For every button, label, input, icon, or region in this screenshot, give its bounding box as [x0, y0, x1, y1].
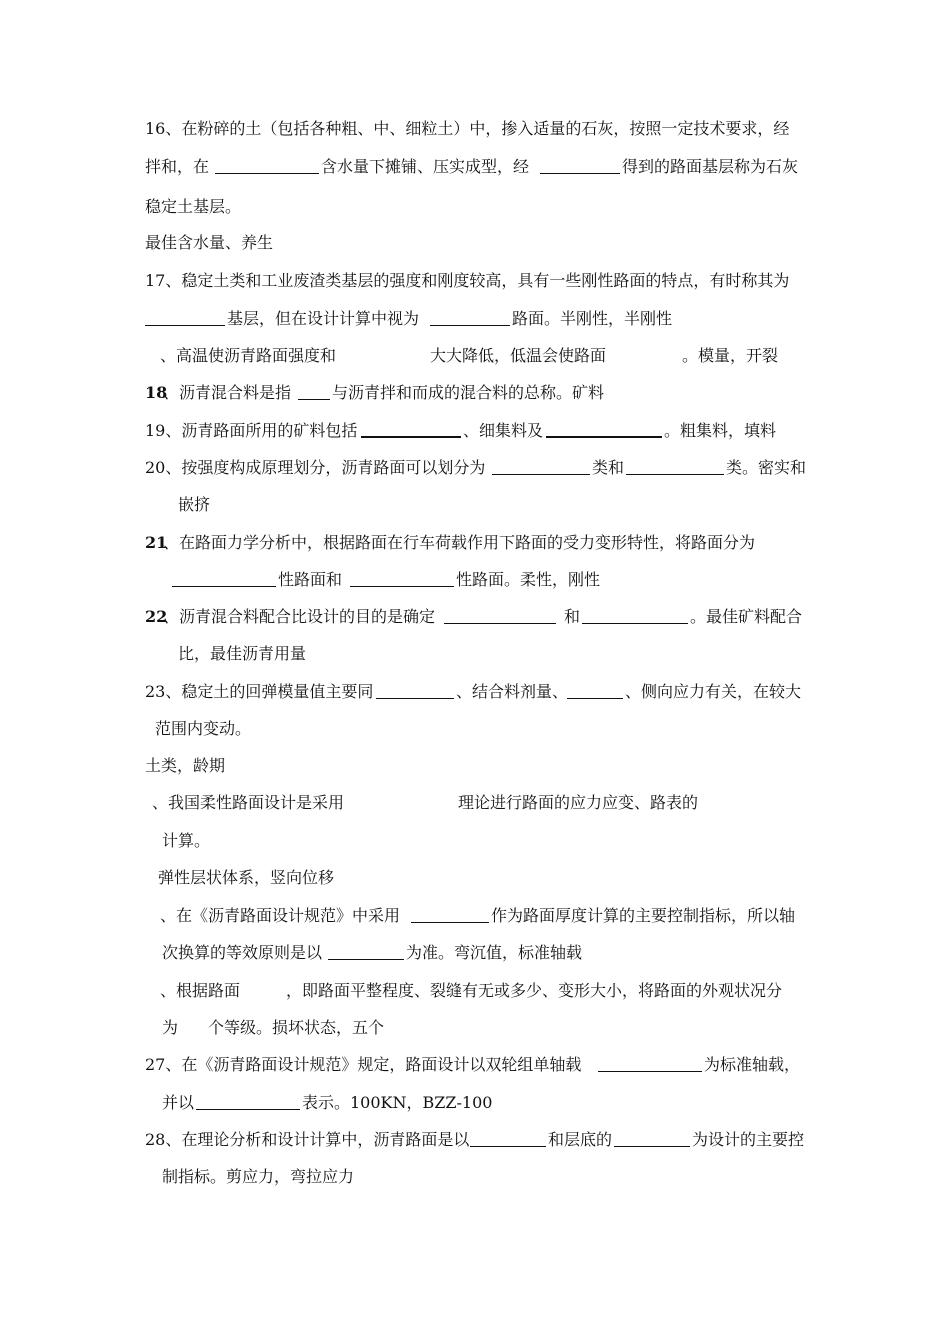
fill-in-blank: [145, 304, 225, 334]
question-line: [0, 192, 950, 222]
question-line: [0, 1013, 950, 1043]
text-segment: 、沥青混合料是指: [163, 383, 292, 402]
text-segment: 18: [145, 383, 168, 402]
text-segment: 、侧向应力有关，在较大: [625, 682, 802, 701]
fill-in-blank: [598, 1050, 702, 1080]
question-line: [0, 416, 950, 446]
fill-in-blank: [298, 378, 330, 408]
text-segment: 27、在《沥青路面设计规范》规定，路面设计以双轮组单轴载: [145, 1055, 582, 1074]
text-segment: 23、稳定土的回弹模量值主要同: [145, 682, 374, 701]
text-segment: 、细集料及: [463, 421, 544, 440]
question-line: [0, 114, 950, 144]
question-line: [0, 677, 950, 707]
fill-in-blank: [376, 677, 454, 707]
fill-in-blank: [215, 152, 319, 182]
question-line: [0, 602, 950, 632]
fill-in-blank: [626, 453, 724, 483]
text-segment: 计算。: [162, 831, 211, 850]
question-line: [0, 1125, 950, 1155]
question-line: [0, 901, 950, 931]
text-segment: 、沥青混合料配合比设计的目的是确定: [163, 607, 436, 626]
text-segment: 。最佳矿料配合: [690, 607, 803, 626]
fill-in-blank: [470, 1125, 546, 1155]
text-segment: 得到的路面基层称为石灰: [622, 157, 799, 176]
text-segment: 类。密实和: [726, 458, 807, 477]
text-segment: 稳定土基层。: [145, 197, 242, 216]
fill-in-blank: [567, 677, 623, 707]
text-segment: 28、在理论分析和设计计算中，沥青路面是以: [145, 1130, 470, 1149]
fill-in-blank: [540, 152, 620, 182]
question-line: [0, 976, 950, 1006]
fill-in-blank: [196, 1088, 300, 1118]
question-line: [0, 528, 950, 558]
question-line: [0, 751, 950, 781]
text-segment: 、高温使沥青路面强度和: [160, 346, 337, 365]
text-segment: 制指标。剪应力，弯拉应力: [162, 1167, 355, 1186]
question-line: [0, 152, 950, 182]
fill-in-blank: [328, 938, 404, 968]
question-line: [0, 378, 950, 408]
text-segment: 、我国柔性路面设计是采用: [152, 793, 345, 812]
text-segment: 比，最佳沥青用量: [178, 644, 307, 663]
text-segment: 性路面。柔性，刚性: [456, 570, 601, 589]
question-line: [0, 341, 950, 371]
question-line: [0, 266, 950, 296]
text-segment: 和: [564, 607, 581, 626]
text-segment: 17、稳定土类和工业废渣类基层的强度和刚度较高，具有一些刚性路面的特点，有时称其为: [145, 271, 790, 290]
fill-in-blank: [172, 565, 276, 595]
question-line: [0, 714, 950, 744]
text-segment: 为标准轴载，: [704, 1055, 801, 1074]
text-segment: 19、沥青路面所用的矿料包括: [145, 421, 358, 440]
text-segment: 16、在粉碎的土（包括各种粗、中、细粒土）中，掺入适量的石灰，按照一定技术要求，经: [145, 119, 790, 138]
text-segment: 并以: [162, 1093, 195, 1112]
text-segment: 土类，龄期: [145, 756, 226, 775]
fill-in-blank: [430, 304, 510, 334]
text-segment: 为: [162, 1018, 179, 1037]
question-line: [0, 1088, 950, 1118]
text-segment: 嵌挤: [178, 495, 211, 514]
text-segment: 次换算的等效原则是以: [162, 943, 323, 962]
question-line: [0, 1050, 950, 1080]
question-line: [0, 228, 950, 258]
text-segment: 个等级。损坏状态，五个: [208, 1018, 385, 1037]
text-segment: 与沥青拌和而成的混合料的总称。矿料: [332, 383, 605, 402]
question-line: [0, 788, 950, 818]
text-segment: 类和: [592, 458, 625, 477]
text-segment: 作为路面厚度计算的主要控制指标，所以轴: [491, 906, 796, 925]
text-segment: 含水量下摊铺、压实成型，经: [321, 157, 530, 176]
text-segment: 、在路面力学分析中，根据路面在行车荷载作用下路面的受力变形特性，将路面分为: [163, 533, 756, 552]
text-segment: 弹性层状体系，竖向位移: [158, 868, 335, 887]
text-segment: 大大降低，低温会使路面: [430, 346, 607, 365]
text-segment: 21: [145, 533, 168, 552]
fill-in-blank: [614, 1125, 690, 1155]
text-segment: ，即路面平整程度、裂缝有无或多少、变形大小，将路面的外观状况分: [286, 981, 783, 1000]
text-segment: 20、按强度构成原理划分，沥青路面可以划分为: [145, 458, 486, 477]
text-segment: 范围内变动。: [155, 719, 252, 738]
text-segment: 拌和，在: [145, 157, 210, 176]
question-line: [0, 453, 950, 483]
text-segment: 为准。弯沉值，标准轴载: [406, 943, 583, 962]
text-segment: 。粗集料，填料: [664, 421, 777, 440]
text-segment: 22: [145, 607, 168, 626]
text-segment: 、在《沥青路面设计规范》中采用: [160, 906, 401, 925]
question-line: [0, 565, 950, 595]
text-segment: 理论进行路面的应力应变、路表的: [458, 793, 699, 812]
fill-in-blank: [492, 453, 590, 483]
fill-in-blank: [444, 602, 556, 632]
question-line: [0, 1162, 950, 1192]
text-segment: 为设计的主要控: [692, 1130, 805, 1149]
question-line: [0, 826, 950, 856]
fill-in-blank: [411, 901, 489, 931]
question-line: [0, 490, 950, 520]
fill-in-blank: [546, 416, 662, 446]
text-segment: 表示。100KN，BZZ-100: [302, 1093, 493, 1112]
question-line: [0, 938, 950, 968]
text-segment: 路面。半刚性，半刚性: [512, 309, 673, 328]
question-line: [0, 639, 950, 669]
question-line: [0, 304, 950, 334]
text-segment: 基层，但在设计计算中视为: [227, 309, 420, 328]
text-segment: 。模量，开裂: [682, 346, 779, 365]
text-segment: 、结合料剂量、: [456, 682, 569, 701]
question-line: [0, 863, 950, 893]
text-segment: 性路面和: [278, 570, 343, 589]
text-segment: 和层底的: [548, 1130, 613, 1149]
fill-in-blank: [361, 416, 461, 446]
text-segment: 、根据路面: [160, 981, 241, 1000]
fill-in-blank: [350, 565, 454, 595]
fill-in-blank: [582, 602, 688, 632]
text-segment: 最佳含水量、养生: [145, 233, 274, 252]
